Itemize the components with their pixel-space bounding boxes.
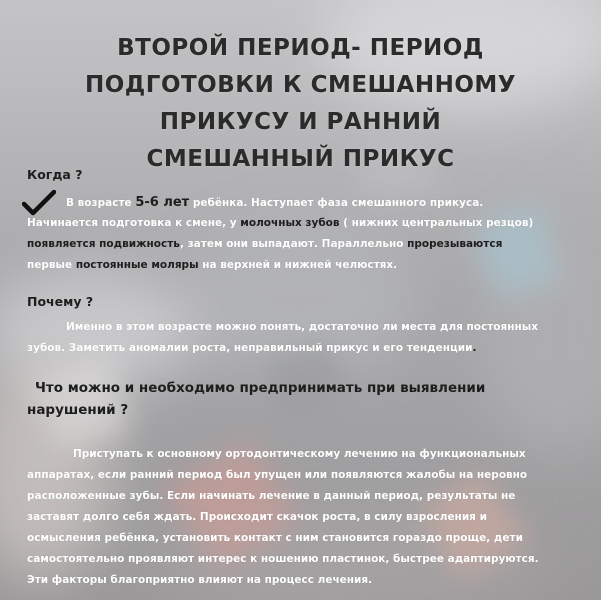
what-line-1: Приступать к основному ортодонтическому лечению на функциональных [73, 448, 526, 460]
age-highlight: 5-6 лет [135, 195, 190, 210]
what-line-3: расположенные зубы. Если начинать лечение в данный период, результаты не [27, 490, 516, 502]
what-heading-line-1: Что можно и необходимо предпринимать при выявлении [35, 380, 486, 396]
title-line-1: ВТОРОЙ ПЕРИОД- ПЕРИОД [117, 35, 484, 61]
what-line-5: осмысления ребёнка, установить контакт с ним становится гораздо проще, дети [27, 532, 523, 544]
what-heading-line-2: нарушений ? [27, 402, 129, 418]
what-line-6: самостоятельно проявляют интерес к ношению пластинок, быстрее адаптируются. [27, 553, 539, 565]
milk-teeth-highlight: молочных зубов [240, 217, 340, 229]
why-heading: Почему ? [27, 294, 94, 309]
page-title [0, 30, 601, 178]
what-line-2: аппаратах, если ранний период был упущен или появляются жалобы на неровно [27, 469, 528, 481]
mobility-highlight: появляется подвижность [27, 238, 180, 250]
eruption-highlight: прорезываются [407, 238, 503, 250]
title-line-3: ПРИКУСУ И РАННИЙ [159, 109, 442, 135]
what-line-4: заставят долго себя ждать. Происходит скачок роста, в силу взросления и [27, 511, 487, 523]
why-line-2: зубов. Заметить аномалии роста, неправильный прикус и его тенденции. [27, 342, 477, 354]
when-line-2: Начинается подготовка к смене, у молочных зубов ( нижних центральных резцов) [27, 217, 534, 229]
when-line-4: первые постоянные моляры на верхней и нижней челюстях. [27, 259, 398, 271]
why-line-1: Именно в этом возрасте можно понять, достаточно ли места для постоянных [66, 321, 539, 333]
when-line-1: В возрасте 5-6 лет ребёнка. Наступает фаза смешанного прикуса. [66, 195, 484, 210]
when-heading: Когда ? [27, 167, 83, 182]
what-line-7: Эти факторы благоприятно влияют на процесс лечения. [27, 574, 373, 586]
title-line-4: СМЕШАННЫЙ ПРИКУС [146, 146, 455, 172]
when-line-3: появляется подвижность, затем они выпадают. Параллельно прорезываются [27, 238, 503, 250]
molars-highlight: постоянные моляры [75, 259, 199, 271]
title-line-2: ПОДГОТОВКИ К СМЕШАННОМУ [85, 72, 516, 98]
